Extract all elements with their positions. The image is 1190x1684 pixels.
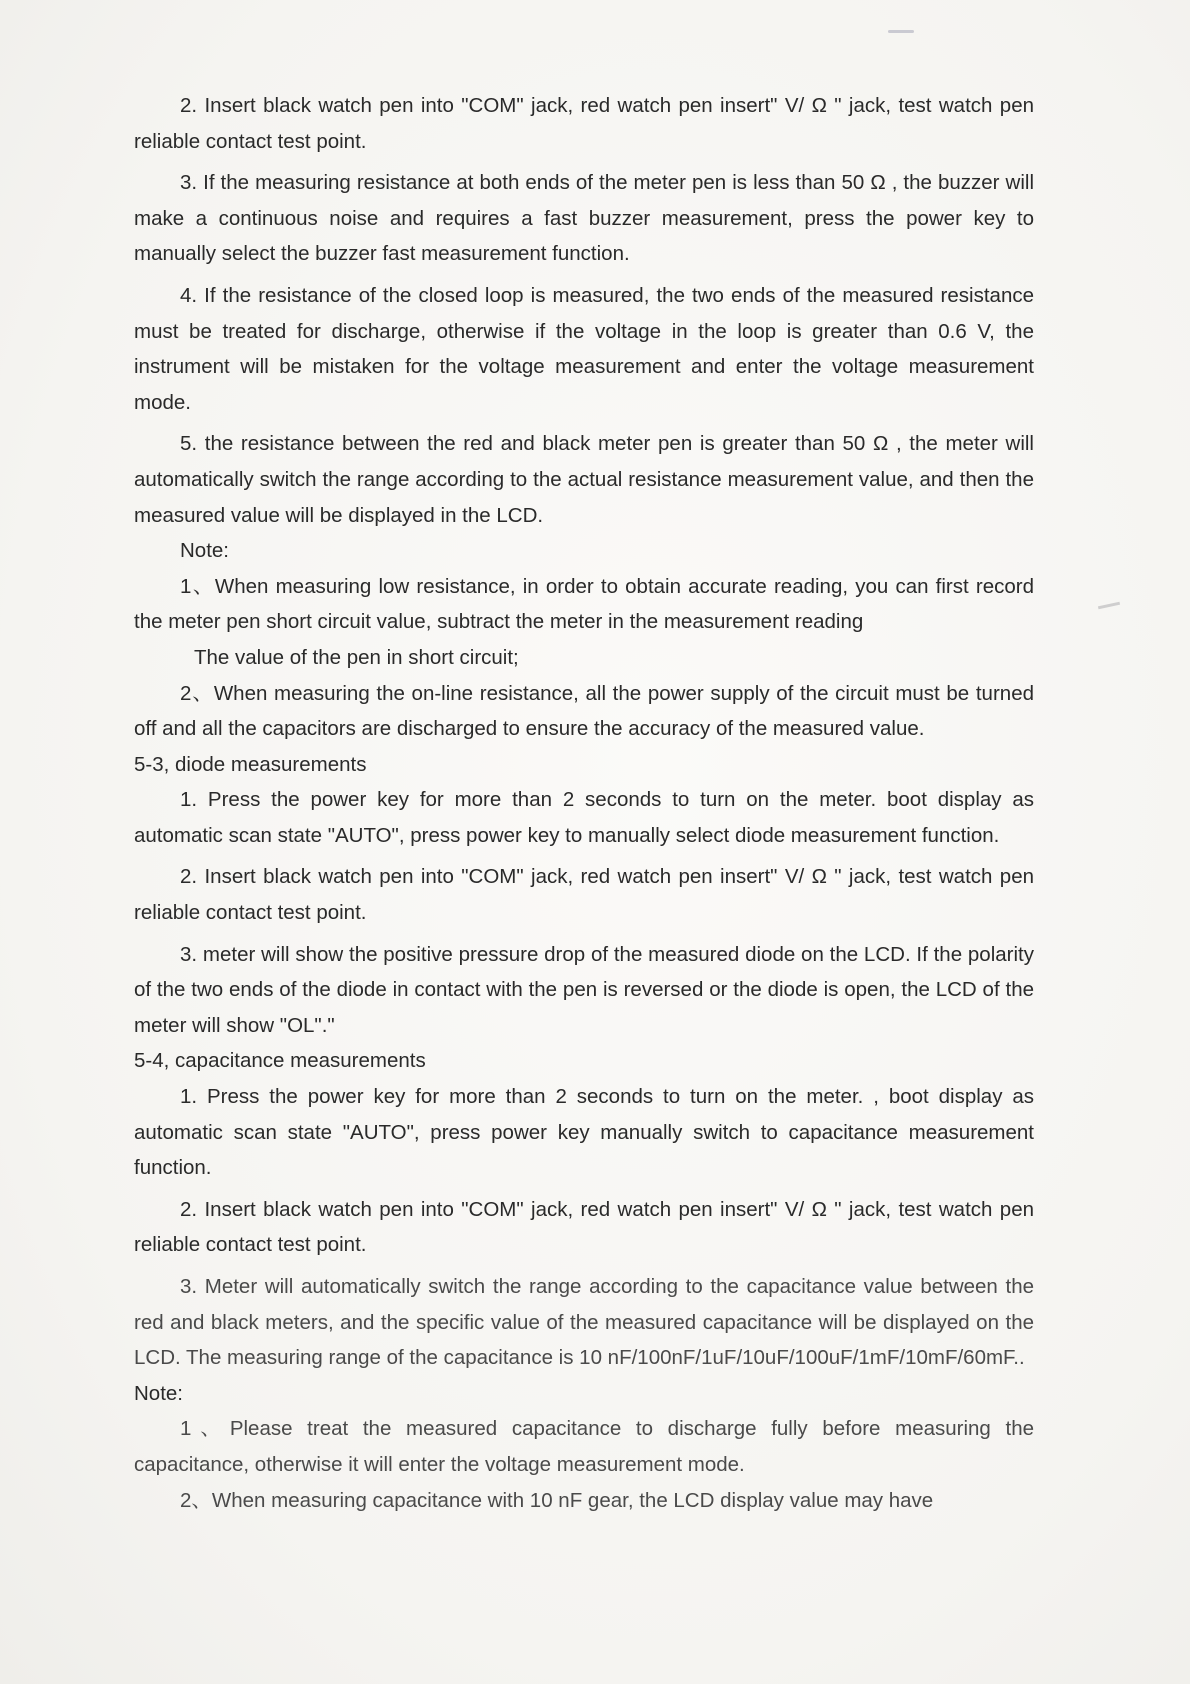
paragraph-diode-reading: 3. meter will show the positive pressure drop of the measured diode on the LCD. If the polarity of the two ends of the diode in contact with the pen is reversed or the diode is open, the LCD of the meter will show "OL"." — [134, 942, 1034, 1037]
paragraph-diode-power-on: 1. Press the power key for more than 2 seconds to turn on the meter. boot display as automatic scan state "AUTO", press power key to manually select diode measurement function. — [134, 788, 1034, 847]
note-short-circuit-value: The value of the pen in short circuit; — [194, 645, 519, 669]
note-capacitance-discharge: 1、Please treat the measured capacitance to discharge fully before measuring the capacitance, otherwise it will enter the voltage measurement mode. — [134, 1417, 1034, 1476]
paragraph-insert-pens-3: 2. Insert black watch pen into "COM" jack, red watch pen insert" V/ Ω " jack, test watch pen reliable contact test point. — [134, 1197, 1034, 1257]
paragraph-insert-pens-1: 2. Insert black watch pen into "COM" jack, red watch pen insert" V/ Ω " jack, test watch pen reliable contact test point. — [134, 94, 1034, 153]
paragraph-auto-range-resistance: 5. the resistance between the red and black meter pen is greater than 50 Ω , the meter will automatically switch the range according to the actual resistance measurement value, and then the measured value will be displayed in the LCD. — [134, 432, 1034, 527]
note-10nf-gear: 2、When measuring capacitance with 10 nF gear, the LCD display value may have — [180, 1488, 934, 1512]
section-heading-capacitance: 5-4, capacitance measurements — [134, 1049, 426, 1073]
document-body — [134, 88, 1034, 1518]
paragraph-buzzer-threshold: 3. If the measuring resistance at both ends of the meter pen is less than 50 Ω , the buzzer will make a continuous noise and requires a fast buzzer measurement, press the power key to manually select the buzzer fast measurement function. — [134, 171, 1034, 266]
note-heading-resistance: Note: — [180, 539, 229, 563]
section-heading-diode: 5-3, diode measurements — [134, 752, 367, 776]
scan-edge-mark — [1098, 602, 1120, 610]
paragraph-insert-pens-2: 2. Insert black watch pen into "COM" jack, red watch pen insert" V/ Ω " jack, test watch pen reliable contact test point. — [134, 865, 1034, 925]
note-online-resistance: 2、When measuring the on-line resistance, all the power supply of the circuit must be turned off and all the capacitors are discharged to ensure the accuracy of the measured value. — [134, 681, 1034, 741]
paragraph-capacitance-power-on: 1. Press the power key for more than 2 seconds to turn on the meter. , boot display as automatic scan state "AUTO", press power key manually switch to capacitance measurement function. — [134, 1085, 1034, 1180]
note-low-resistance: 1、When measuring low resistance, in order to obtain accurate reading, you can first record the meter pen short circuit value, subtract the meter in the measurement reading — [134, 574, 1034, 634]
note-heading-capacitance: Note: — [134, 1381, 183, 1405]
scan-artifact-mark — [888, 30, 914, 33]
paragraph-closed-loop-discharge: 4. If the resistance of the closed loop is measured, the two ends of the measured resistance must be treated for discharge, otherwise if the voltage in the loop is greater than 0.6 V, the instrument will be mistaken for the voltage measurement and enter the voltage measurement mode. — [134, 283, 1034, 414]
paragraph-capacitance-range: 3. Meter will automatically switch the range according to the capacitance value between the red and black meters, and the specific value of the measured capacitance will be displayed on the LCD. The measuring range of the capacitance is 10 nF/100nF/1uF/10uF/100uF/1mF/10mF/60mF.. — [134, 1275, 1034, 1370]
